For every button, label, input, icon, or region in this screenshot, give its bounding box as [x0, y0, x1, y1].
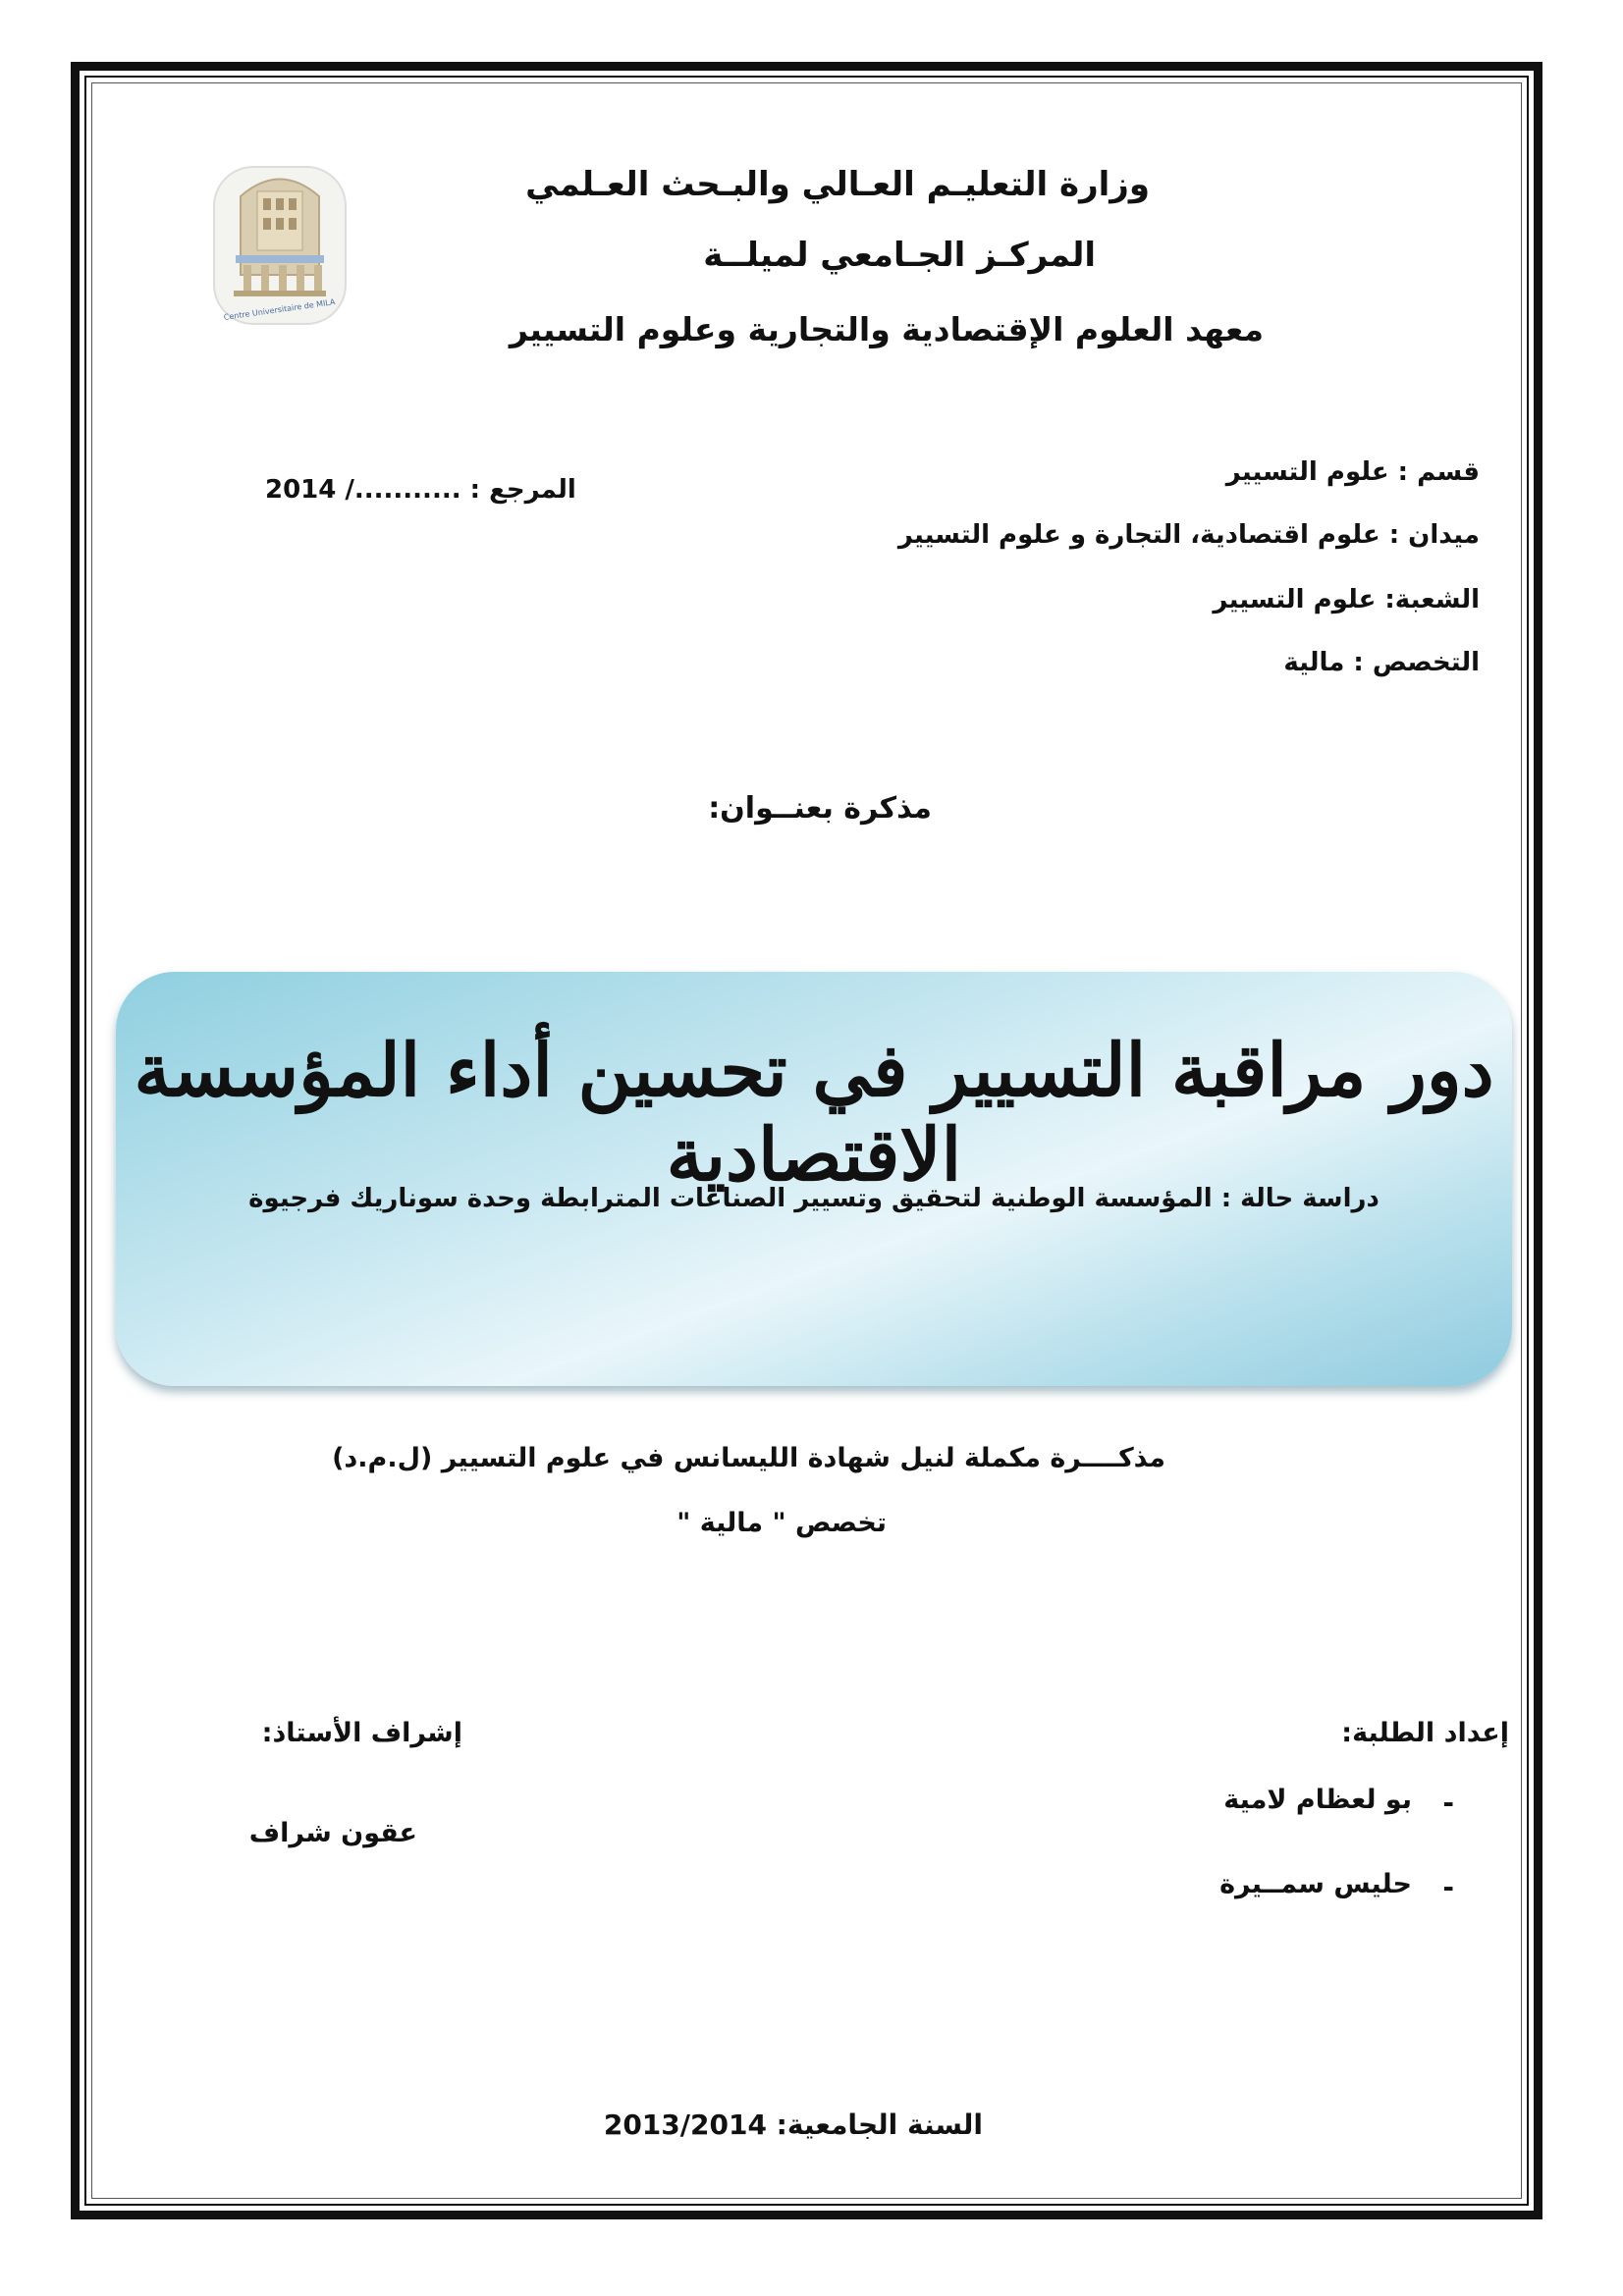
institute-name: معهد العلوم الإقتصادية والتجارية وعلوم التسيير [509, 310, 1264, 348]
university-center: المركـز الجـامعي لميلــة [703, 236, 1096, 275]
student-bullet: - [1442, 1871, 1454, 1903]
student-bullet: - [1442, 1787, 1454, 1819]
student-name: حليس سمــيرة [1219, 1869, 1412, 1899]
department: قسم : علوم التسيير [1225, 457, 1480, 487]
degree-specialty: تخصص " مالية " [676, 1508, 887, 1538]
supervisor-label: إشراف الأستاذ: [261, 1718, 462, 1748]
logo-caption: Centre Universitaire de MILA [223, 297, 336, 322]
memo-label: مذكرة بعنــوان: [708, 791, 932, 826]
degree-line: مذكــــرة مكملة لنيل شهادة الليسانس في علوم التسيير (ل.م.د) [332, 1443, 1165, 1473]
field: ميدان : علوم اقتصادية، التجارة و علوم التسيير [897, 520, 1480, 550]
supervisor-name: عقون شراف [248, 1818, 417, 1848]
specialty: التخصص : مالية [1283, 648, 1480, 677]
title-box [116, 972, 1512, 1386]
student-name: بو لعظام لامية [1223, 1785, 1412, 1815]
ministry-name: وزارة التعليـم العـالي والبـحث العـلمي [525, 165, 1150, 204]
reference-number: المرجع : .........../ 2014 [265, 475, 576, 505]
university-logo [206, 157, 353, 334]
thesis-title: دور مراقبة التسيير في تحسين أداء المؤسسة الاقتصادية [134, 1029, 1494, 1198]
academic-year: السنة الجامعية: 2013/2014 [603, 2109, 983, 2141]
students-label: إعداد الطلبة: [1341, 1718, 1509, 1748]
branch: الشعبة: علوم التسيير [1213, 585, 1480, 614]
case-study: دراسة حالة : المؤسسة الوطنية لتحقيق وتسيير الصناعات المترابطة وحدة سوناريك فرجيوة [248, 1184, 1380, 1213]
